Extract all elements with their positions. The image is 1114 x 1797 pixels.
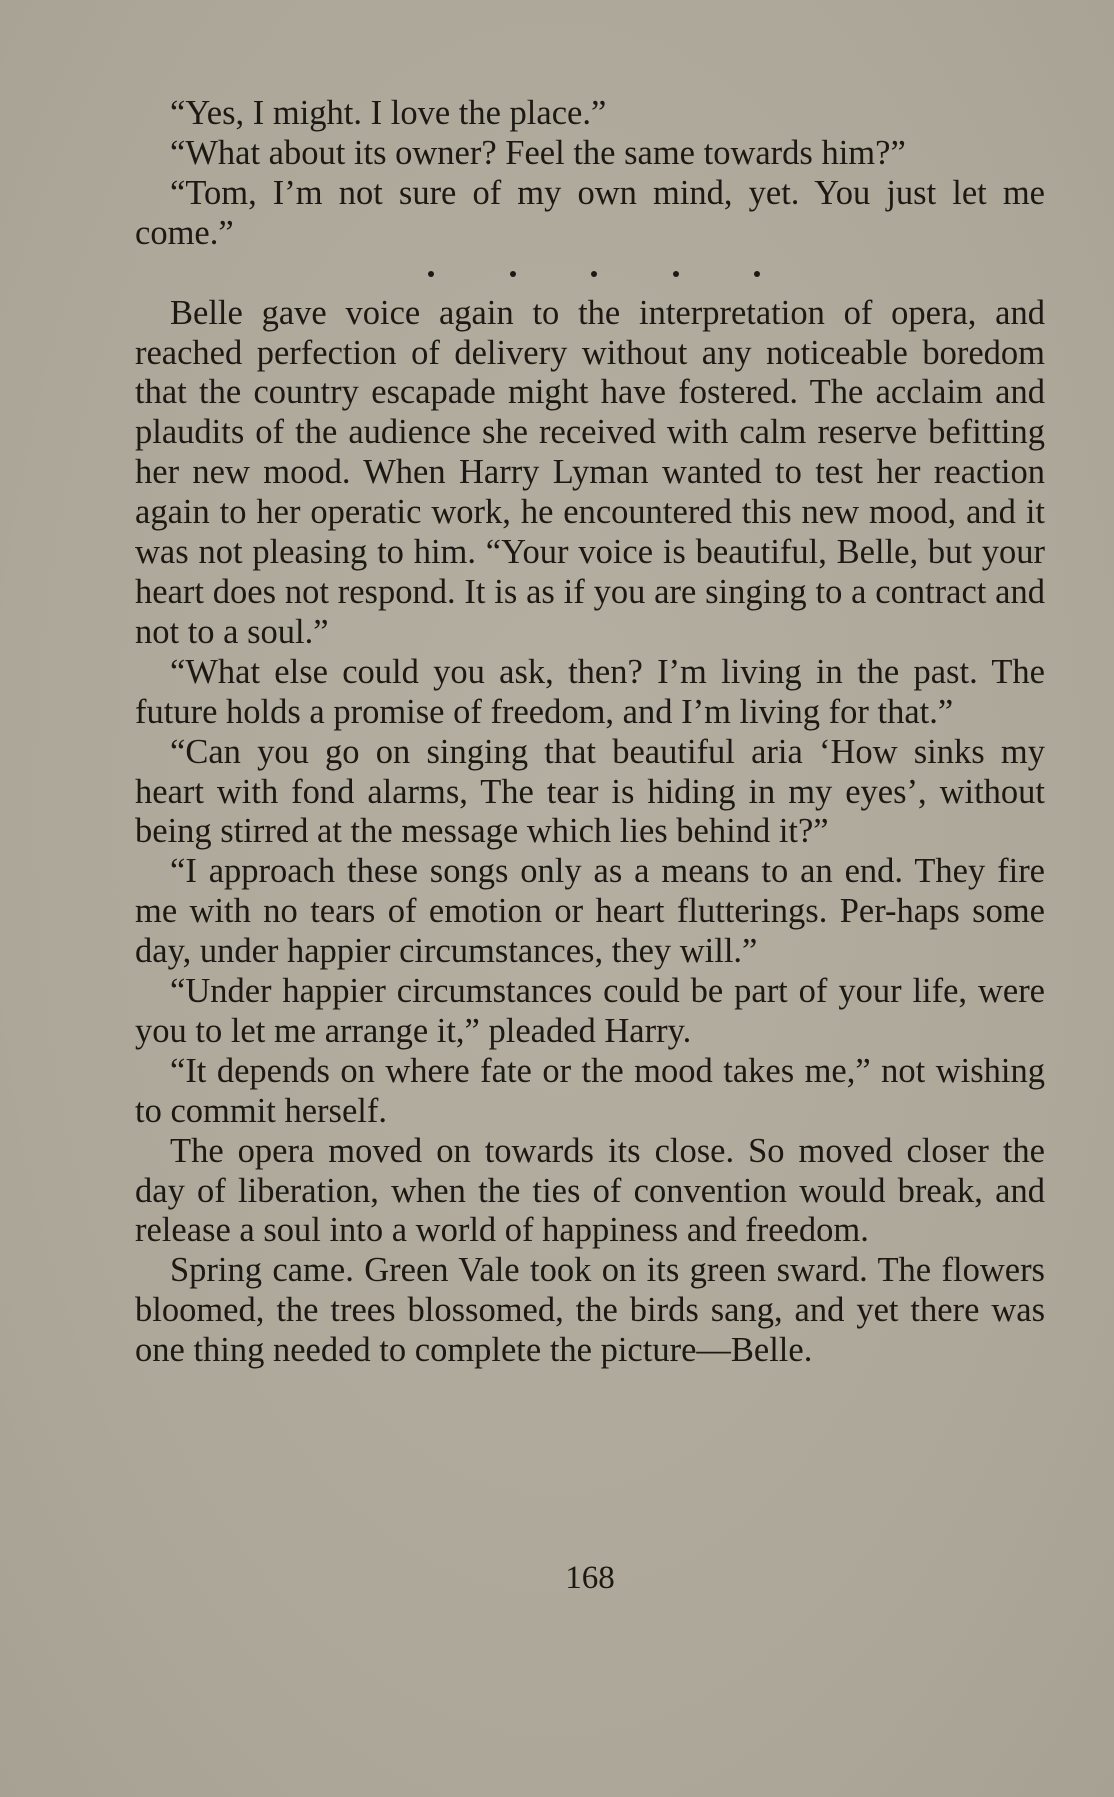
- separator-dot: [591, 271, 597, 277]
- page-number: 168: [565, 1560, 615, 1596]
- paragraph: “Yes, I might. I love the place.”: [170, 94, 607, 132]
- separator-dot: [510, 271, 516, 277]
- paragraph: “Tom, I’m not sure of my own mind, yet. You just let me come.”: [135, 173, 1045, 252]
- paragraph: Spring came. Green Vale took on its green sward. The flowers bloomed, the trees blossomed, the birds sang, and yet there was one thing needed to complete the picture—Belle.: [135, 1251, 1045, 1370]
- separator-dot: [754, 271, 760, 277]
- paragraph: “Can you go on singing that beautiful aria ‘How sinks my heart with fond alarms, The tear is hiding in my eyes’, without being stirred at the message which lies behind it?”: [135, 732, 1045, 851]
- separator-dot: [673, 271, 679, 277]
- paragraph: The opera moved on towards its close. So moved closer the day of liberation, when the ties of convention would break, and release a soul into a world of happiness and freedom.: [135, 1131, 1045, 1250]
- separator-dot: [428, 271, 434, 277]
- section-separator: [428, 254, 760, 294]
- paragraph: “What else could you ask, then? I’m living in the past. The future holds a promise of freedom, and I’m living for that.”: [135, 652, 1045, 731]
- paragraph: “Under happier circumstances could be part of your life, were you to let me arrange it,” pleaded Harry.: [135, 972, 1045, 1050]
- paragraph: Belle gave voice again to the interpretation of opera, and reached perfection of delivery without any noticeable boredom that the country escapade might have fostered. The acclaim and plaudits of the audience she received with calm reserve befitting her new mood. When Harry Lyman wanted to test her reaction again to her operatic work, he encountered this new mood, and it was not pleasing to him. “Your voice is beautiful, Belle, but your heart does not respond. It is as if you are singing to a contract and not to a soul.”: [135, 293, 1045, 651]
- page-text: [135, 94, 1045, 1371]
- paragraph: “I approach these songs only as a means to an end. They fire me with no tears of emotion or heart flutterings. Per-haps some day, under happier circumstances, they will.”: [135, 852, 1045, 971]
- paragraph: “What about its owner? Feel the same towards him?”: [170, 133, 906, 172]
- paragraph: “It depends on where fate or the mood takes me,” not wishing to commit herself.: [135, 1051, 1045, 1130]
